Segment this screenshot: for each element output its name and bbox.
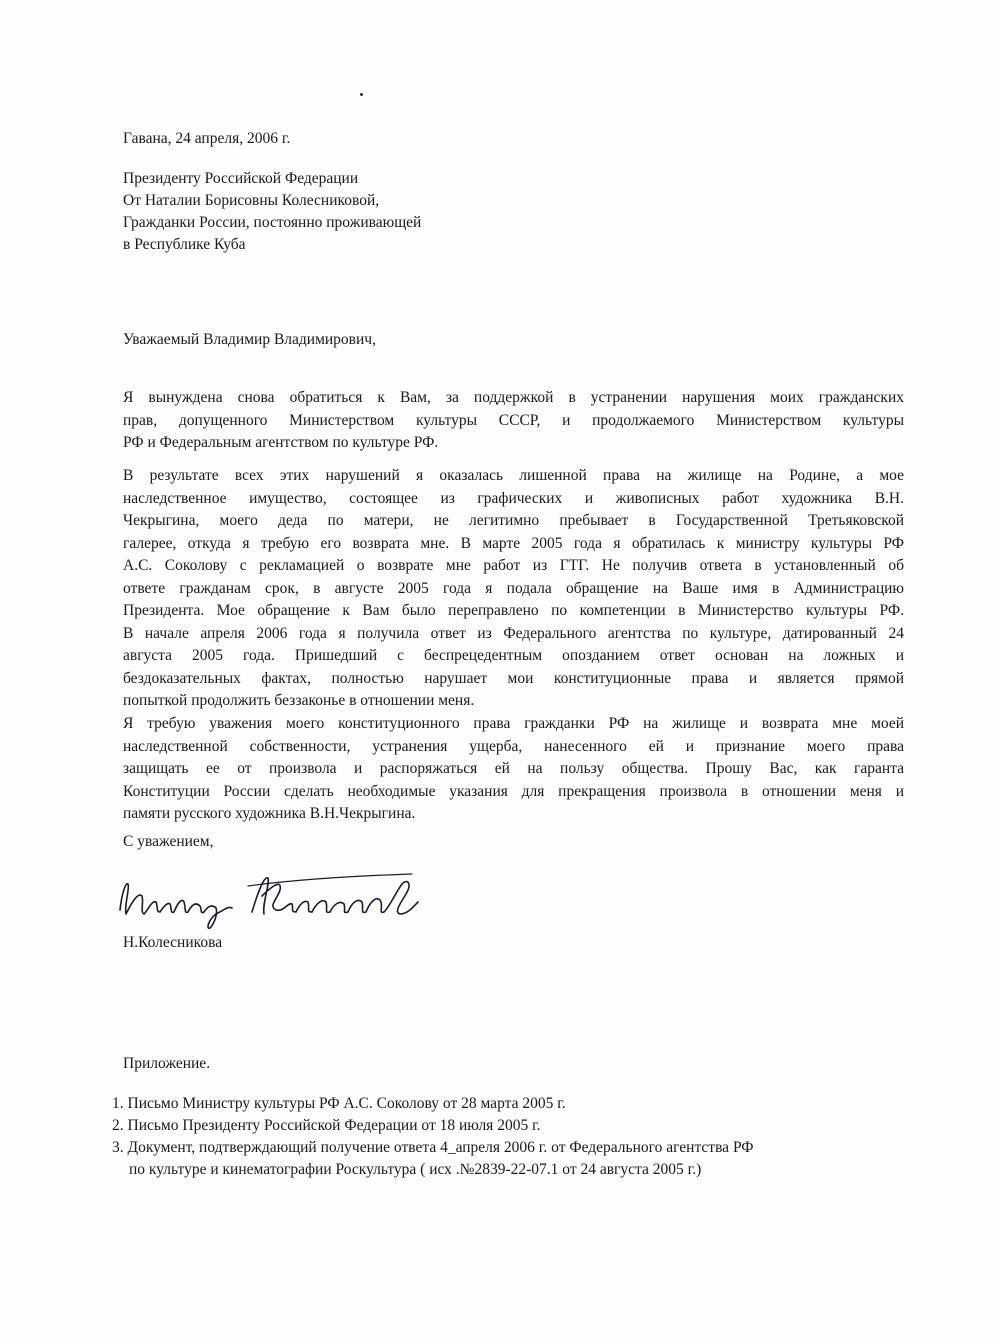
paragraph-line: В результате всех этих нарушений я оказалась лишенной права на жилище на Родине, а мое [123, 467, 904, 484]
addressee-line: От Наталии Борисовны Колесниковой, [123, 192, 380, 209]
appendix-list [112, 1093, 754, 1181]
appendix-title: Приложение. [123, 1055, 211, 1072]
paragraph-line: бездоказательных фактах, полностью нарушает мои конституционные права и является прямой [123, 669, 904, 687]
paragraph-line: Конституции России сделать необходимые указания для прекращения произвола в отношении меня и [123, 782, 904, 800]
closing: С уважением, [123, 833, 214, 850]
paragraph-line: памяти русского художника В.Н.Чекрыгина. [123, 805, 416, 822]
list-item: 3. Документ, подтверждающий получение ответа 4_апреля 2006 г. от Федерального агентства РФ [112, 1139, 754, 1156]
paragraph-line: Президента. Мое обращение к Вам было переправлено по компетенции в Министерство культуры РФ. [123, 602, 904, 619]
paragraph-line: А.С. Соколову с рекламацией о возврате мне работ из ГТГ. Не получив ответа в установленный об [123, 557, 904, 574]
handwritten-signature [112, 862, 432, 932]
salutation: Уважаемый Владимир Владимирович, [123, 331, 376, 348]
signed-name: Н.Колесникова [123, 934, 223, 951]
paragraph-line: попыткой продолжить беззаконье в отношении меня. [123, 692, 475, 709]
addressee-line: Президенту Российской Федерации [123, 170, 359, 187]
paragraph-line: В начале апреля 2006 года я получила ответ из Федерального агентства по культуре, датированный 24 [123, 624, 904, 642]
scan-speck [360, 93, 363, 96]
paragraph-line: наследственной собственности, устранения ущерба, нанесенного ей и признание моего права [123, 737, 904, 755]
list-item: 1. Письмо Министру культуры РФ А.С. Соколову от 28 марта 2005 г. [112, 1095, 566, 1112]
paragraph-3 [123, 713, 904, 826]
paragraph-line: защищать ее от произвола и распоряжаться ей на пользу общества. Прошу Вас, как гаранта [123, 760, 904, 777]
paragraph-line: РФ и Федеральным агентством по культуре РФ. [123, 434, 439, 451]
paragraph-line: Я требую уважения моего конституционного права гражданки РФ на жилище и возврата мне моей [123, 715, 904, 732]
addressee-line: Гражданки России, постоянно проживающей [123, 214, 422, 231]
addressee-line: в Республике Куба [123, 236, 246, 253]
paragraph-1 [123, 387, 904, 455]
list-item: по культуре и кинематографии Роскультура ( исх .№2839-22-07.1 от 24 августа 2005 г.) [129, 1161, 702, 1178]
list-item: 2. Письмо Президенту Российской Федерации от 18 июля 2005 г. [112, 1117, 541, 1134]
date-line: Гавана, 24 апреля, 2006 г. [123, 130, 291, 147]
paragraph-line: галерее, откуда я требую его возврата мне. В марте 2005 года я обратилась к министру культуры РФ [123, 534, 904, 552]
paragraph-2 [123, 465, 904, 713]
paragraph-line: августа 2005 года. Пришедший с беспрецедентным опозданием ответ основан на ложных и [123, 647, 904, 664]
paragraph-line: Я вынуждена снова обратиться к Вам, за поддержкой в устранении нарушения моих гражданских [123, 389, 904, 406]
paragraph-line: прав, допущенного Министерством культуры СССР, и продолжаемого Министерством культуры [123, 411, 904, 429]
paragraph-line: наследственное имущество, состоящее из графических и живописных работ художника В.Н. [123, 489, 904, 507]
paragraph-line: Чекрыгина, моего деда по матери, не легитимно пребывает в Государственной Третьяковской [123, 512, 904, 529]
paragraph-line: ответе гражданам срок, в августе 2005 года я подала обращение на Ваше имя в Администрацию [123, 579, 904, 597]
addressee-block [123, 168, 421, 256]
